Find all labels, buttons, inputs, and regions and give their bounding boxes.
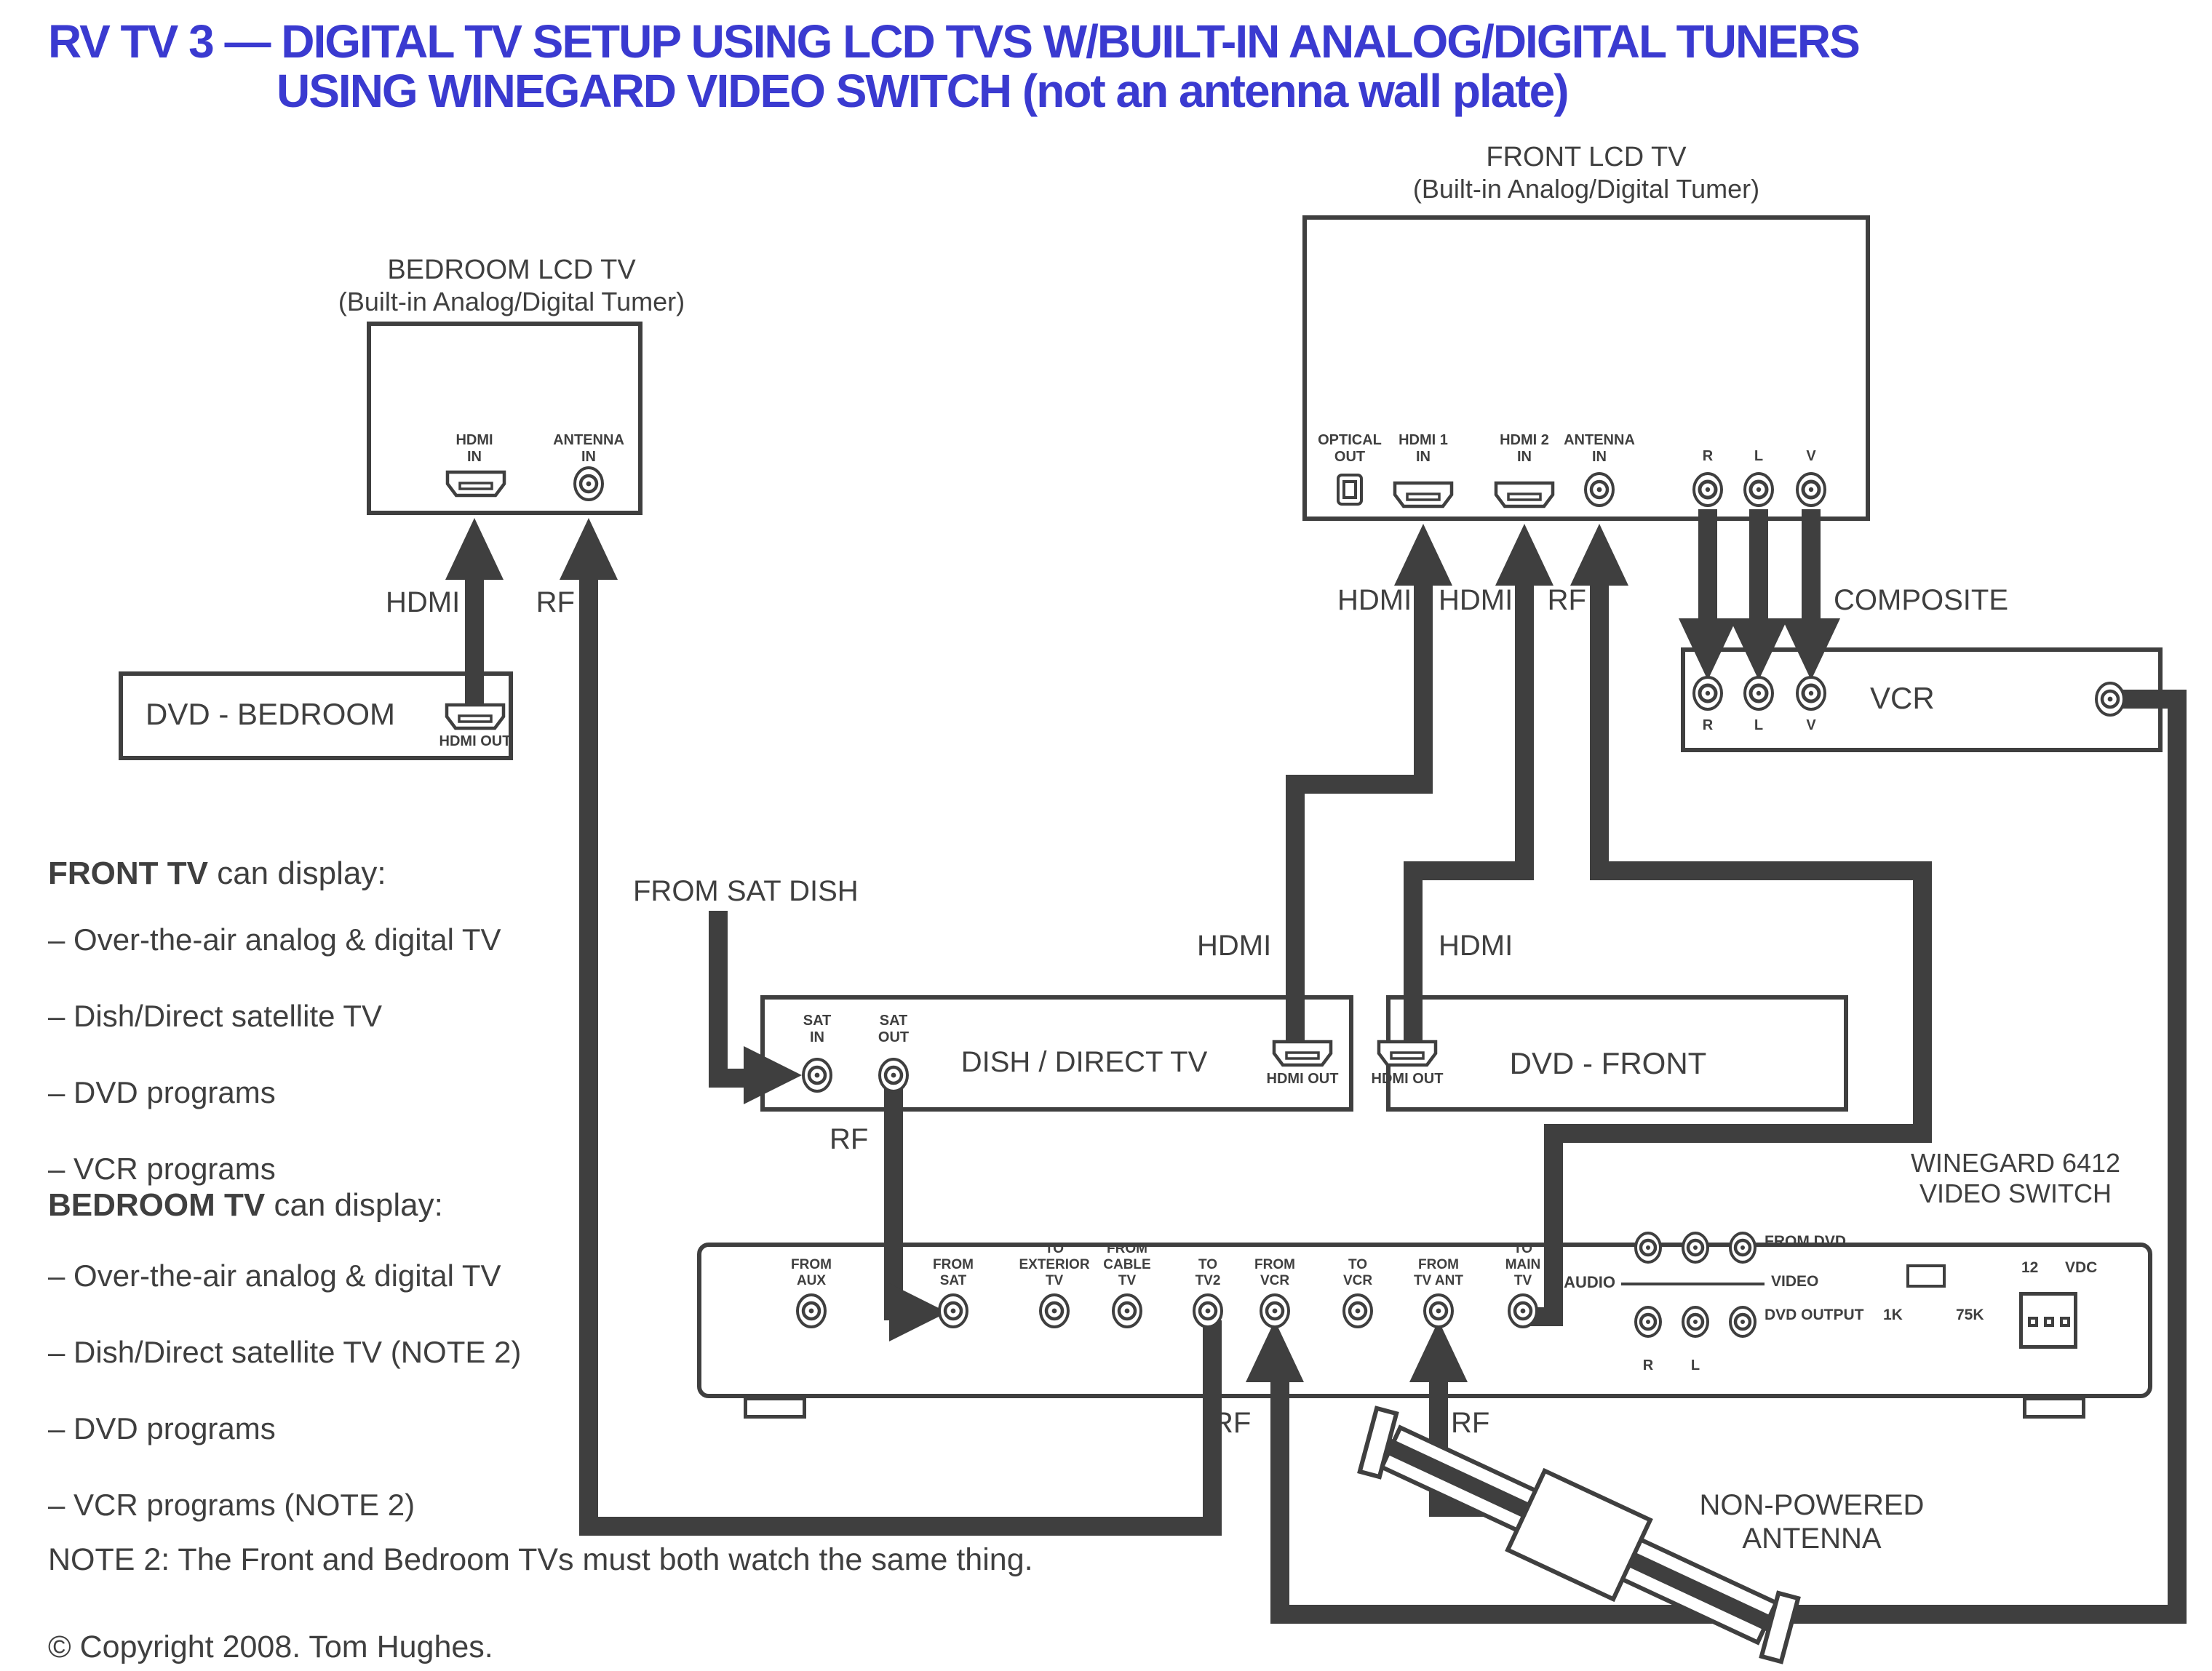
front-v-label: V [1806, 448, 1816, 464]
audio-video-separator-line [1621, 1283, 1765, 1285]
rca-port-icon [1681, 1231, 1710, 1264]
label-hdmi-dvdfront: HDMI [1439, 930, 1513, 962]
rca-port-icon [1681, 1305, 1710, 1339]
arrow-into-from-tv-ant [1409, 1320, 1468, 1382]
port-label-line: FROM [1254, 1257, 1295, 1272]
port-label-line: TO [1348, 1257, 1368, 1272]
port-label-line: IN [1592, 449, 1607, 465]
cable-dvdbedroom-hdmi [465, 575, 484, 709]
switch-12-label: 12 [2021, 1259, 2039, 1276]
dish-label: DISH / DIRECT TV [960, 1046, 1208, 1078]
rca-port-icon [1692, 471, 1724, 508]
label-hdmi-front1: HDMI [1337, 584, 1412, 616]
coax-port-icon [1583, 471, 1615, 508]
cable-dish-hdmi-down [1286, 775, 1305, 1040]
front-l-label: L [1754, 448, 1764, 464]
switch-dvd-output-label: DVD OUTPUT [1765, 1307, 1864, 1323]
label-rf-satout: RF [830, 1123, 869, 1155]
cable-dvdfront-hdmi-up [1515, 581, 1534, 880]
front-can-item: – Dish/Direct satellite TV [48, 999, 383, 1033]
port-label-line: FROM [791, 1257, 832, 1272]
arrow-into-front-hdmi1 [1394, 524, 1452, 586]
switch-audio-l-label: L [1690, 1357, 1700, 1373]
switch-port-to-vcr-label [1318, 1257, 1398, 1289]
port-label-line: OPTICAL [1318, 432, 1382, 448]
cable-dish-hdmi-jog [1286, 775, 1433, 794]
port-label-line: TV [1118, 1273, 1137, 1288]
label-rf-fromvcr: RF [1212, 1407, 1252, 1439]
bedroom-can-item: – Dish/Direct satellite TV (NOTE 2) [48, 1335, 522, 1369]
port-label-line: VCR [1260, 1273, 1290, 1288]
optical-port-icon [1336, 473, 1364, 506]
front-tv-can-display-heading [48, 856, 386, 892]
port-label-line: IN [1416, 449, 1431, 465]
switch-audio-r-label: R [1642, 1357, 1654, 1373]
coax-port-icon [795, 1293, 827, 1329]
power-pin [2044, 1317, 2054, 1327]
rca-port-icon [1728, 1231, 1757, 1264]
coax-port-icon [1192, 1293, 1224, 1329]
port-label-line: TV ANT [1414, 1273, 1463, 1288]
cable-composite-r [1698, 509, 1717, 622]
label-hdmi-front2: HDMI [1439, 584, 1513, 616]
port-label-line: HDMI 2 [1500, 432, 1549, 448]
coax-port-icon [878, 1057, 910, 1093]
bedroom-can-item: – Over-the-air analog & digital TV [48, 1259, 501, 1293]
arrow-into-front-hdmi2 [1495, 524, 1553, 586]
arrow-into-vcr-l [1730, 618, 1788, 680]
label-from-sat-dish: FROM SAT DISH [633, 875, 859, 907]
front-hdmi1-in-label [1387, 432, 1460, 466]
bedroom-hdmi-in-label [438, 432, 511, 466]
cable-composite-l [1749, 509, 1768, 622]
port-label-line: TO [1044, 1241, 1065, 1256]
coax-port-icon [801, 1057, 833, 1093]
power-pin [2028, 1317, 2038, 1327]
coax-port-icon [1423, 1293, 1455, 1329]
note2-text: NOTE 2: The Front and Bedroom TVs must both watch the same thing. [48, 1542, 1033, 1577]
vcr-r-label: R [1702, 717, 1714, 733]
bedroom-antenna-in-label [552, 432, 625, 466]
vcr-label: VCR [1870, 681, 1935, 715]
port-label-line: SAT [879, 1013, 908, 1029]
coax-port-icon [2094, 681, 2126, 717]
cable-composite-v [1802, 509, 1821, 622]
hdmi-port-icon [445, 469, 506, 498]
port-label-line: SAT [803, 1013, 832, 1029]
port-label-line: ANTENNA [1564, 432, 1635, 448]
port-label-line: MAIN [1505, 1257, 1541, 1272]
cable-maintv-rf-top-vertical [1590, 581, 1609, 880]
port-label-line: TV [1513, 1273, 1532, 1288]
coax-port-icon [1111, 1293, 1143, 1329]
port-label-line: TV [1045, 1273, 1064, 1288]
winegard-label [1870, 1148, 2161, 1209]
front-tv-name [1368, 141, 1805, 205]
antenna-label-line1: NON-POWERED [1699, 1489, 1925, 1521]
cable-from-vcr-vertical [1270, 1381, 1289, 1624]
port-label-line: IN [1517, 449, 1532, 465]
dvd-front-label: DVD - FRONT [1509, 1046, 1707, 1080]
switch-video-label: VIDEO [1771, 1273, 1819, 1290]
vcr-l-label: L [1754, 717, 1764, 733]
port-label-line: FROM [933, 1257, 974, 1272]
port-label-line: SAT [939, 1273, 967, 1288]
switch-mounting-foot-right [2023, 1397, 2085, 1419]
cable-satdish-vertical [709, 911, 728, 1088]
label-hdmi-bedroom: HDMI [386, 586, 461, 618]
front-r-label: R [1702, 448, 1714, 464]
front-can-item: – DVD programs [48, 1075, 276, 1109]
front-antenna-in-label [1563, 432, 1636, 466]
port-label-line: TO [1198, 1257, 1218, 1272]
port-label-line: AUX [796, 1273, 827, 1288]
front-tv-name-line2: (Built-in Analog/Digital Tumer) [1412, 174, 1760, 204]
label-rf-front: RF [1547, 584, 1586, 616]
vcr-v-label: V [1806, 717, 1816, 733]
port-label-line: CABLE [1103, 1257, 1151, 1272]
dvd-bedroom-label: DVD - BEDROOM [146, 697, 396, 731]
rca-port-icon [1634, 1305, 1663, 1339]
dvd-front-hdmi-out-label: HDMI OUT [1371, 1071, 1444, 1087]
port-label-line: HDMI [455, 432, 493, 448]
rca-port-icon [1795, 675, 1827, 711]
hdmi-port-icon [1494, 480, 1555, 509]
rca-port-icon [1634, 1231, 1663, 1264]
coax-port-icon [573, 466, 605, 502]
switch-port-to-exterior-tv-label [1014, 1241, 1094, 1289]
rca-port-icon [1743, 471, 1775, 508]
front-can-item: – VCR programs [48, 1152, 276, 1186]
cable-maintv-rf-upper-horizontal [1590, 861, 1932, 880]
antenna-label-line2: ANTENNA [1742, 1523, 1882, 1555]
hdmi-port-icon [1393, 480, 1454, 509]
switch-port-from-aux-label [771, 1257, 851, 1289]
bedroom-tv-name-line1: BEDROOM LCD TV [387, 255, 636, 285]
switch-port-from-vcr-label [1235, 1257, 1315, 1289]
coax-port-icon [937, 1293, 969, 1329]
cable-dvdfront-hdmi-down [1404, 861, 1423, 1043]
port-label-line: EXTERIOR [1019, 1257, 1090, 1272]
dish-hdmi-out-label: HDMI OUT [1266, 1071, 1339, 1087]
arrow-into-front-antenna-in [1570, 524, 1628, 586]
dish-sat-out-label [857, 1013, 930, 1046]
port-label-line: ANTENNA [553, 432, 624, 448]
heading-rest: can display: [265, 1187, 443, 1223]
front-hdmi2-in-label [1488, 432, 1561, 466]
label-non-powered-antenna [1692, 1488, 1932, 1555]
cable-dish-hdmi-up [1414, 581, 1433, 794]
switch-75k-label: 75K [1956, 1307, 1984, 1323]
port-label-line: IN [467, 449, 482, 465]
label-hdmi-dish: HDMI [1197, 930, 1272, 962]
port-label-line: IN [810, 1029, 824, 1045]
arrow-into-vcr-r [1679, 618, 1737, 680]
arrow-into-from-vcr [1246, 1320, 1304, 1382]
cable-vcr-right-vertical [2168, 690, 2187, 1624]
switch-mounting-foot-left [744, 1397, 806, 1419]
heading-strong: FRONT TV [48, 856, 208, 891]
front-tv-name-line1: FRONT LCD TV [1486, 142, 1687, 172]
switch-vdc-label: VDC [2065, 1259, 2098, 1276]
bedroom-tv-can-display-heading [48, 1187, 443, 1224]
front-optical-out-label [1313, 432, 1386, 466]
copyright-text: © Copyright 2008. Tom Hughes. [48, 1630, 493, 1664]
coax-port-icon [1342, 1293, 1374, 1329]
rca-port-icon [1795, 471, 1827, 508]
switch-port-from-tv-ant-label [1399, 1257, 1479, 1289]
bedroom-can-item: – VCR programs (NOTE 2) [48, 1488, 415, 1522]
rca-port-icon [1743, 675, 1775, 711]
switch-port-from-sat-label [913, 1257, 993, 1289]
port-label-line: HDMI 1 [1399, 432, 1448, 448]
coax-port-icon [1507, 1293, 1539, 1329]
dish-sat-in-label [781, 1013, 854, 1046]
cable-bedroom-rf-horizontal [579, 1517, 1222, 1536]
arrow-into-bedroom-antenna-in [560, 518, 618, 580]
hdmi-port-icon [445, 702, 506, 731]
port-label-line: FROM [1107, 1241, 1147, 1256]
hdmi-port-icon [1377, 1039, 1438, 1068]
label-rf-bedroom: RF [536, 586, 575, 618]
heading-strong: BEDROOM TV [48, 1187, 266, 1223]
switch-1k-label: 1K [1883, 1307, 1903, 1323]
heading-rest: can display: [207, 856, 386, 891]
dvd-bedroom-hdmi-out-label: HDMI OUT [439, 733, 512, 749]
coax-port-icon [1038, 1293, 1070, 1329]
page-title-line2: USING WINEGARD VIDEO SWITCH (not an antenna wall plate) [276, 65, 1568, 117]
arrow-into-bedroom-hdmi-in [445, 518, 504, 580]
cable-maintv-rf-right-vertical [1913, 861, 1932, 1143]
switch-from-dvd-label: FROM DVD [1765, 1233, 1846, 1250]
port-label-line: OUT [1334, 449, 1366, 465]
port-label-line: TO [1513, 1241, 1533, 1256]
cable-maintv-rf-lower-horizontal [1544, 1124, 1932, 1143]
winegard-label-line1: WINEGARD 6412 [1910, 1148, 2121, 1178]
port-label-line: OUT [878, 1029, 910, 1045]
cable-satdish-horizontal [709, 1069, 744, 1088]
bedroom-tv-name [293, 254, 730, 318]
arrow-into-vcr-v [1782, 618, 1840, 680]
port-label-line: FROM [1418, 1257, 1459, 1272]
front-can-item: – Over-the-air analog & digital TV [48, 922, 501, 957]
cable-maintv-rf-down-vertical [1544, 1124, 1563, 1326]
port-label-line: TV2 [1195, 1273, 1221, 1288]
label-composite: COMPOSITE [1834, 584, 2009, 616]
bedroom-tv-name-line2: (Built-in Analog/Digital Tumer) [338, 287, 685, 316]
bedroom-can-item: – DVD programs [48, 1411, 276, 1445]
rca-port-icon [1728, 1305, 1757, 1339]
cable-bedroom-rf-vertical [579, 575, 598, 1536]
label-rf-tvant: RF [1451, 1407, 1490, 1439]
switch-port-from-cable-tv-label [1087, 1241, 1167, 1289]
rca-port-icon [1692, 675, 1724, 711]
coax-port-icon [1259, 1293, 1291, 1329]
switch-audio-label: AUDIO [1564, 1273, 1615, 1291]
port-label-line: VCR [1342, 1273, 1373, 1288]
arrow-into-sat-in [744, 1046, 802, 1104]
impedance-slide-switch [1906, 1264, 1946, 1288]
cable-dvdfront-hdmi-jog [1404, 861, 1534, 880]
power-pin [2060, 1317, 2070, 1327]
winegard-label-line2: VIDEO SWITCH [1919, 1179, 2112, 1208]
hdmi-port-icon [1272, 1039, 1333, 1068]
page-title-line1: RV TV 3 — DIGITAL TV SETUP USING LCD TVS W/BUILT-IN ANALOG/DIGITAL TUNERS [48, 15, 1859, 68]
port-label-line: IN [581, 449, 596, 465]
